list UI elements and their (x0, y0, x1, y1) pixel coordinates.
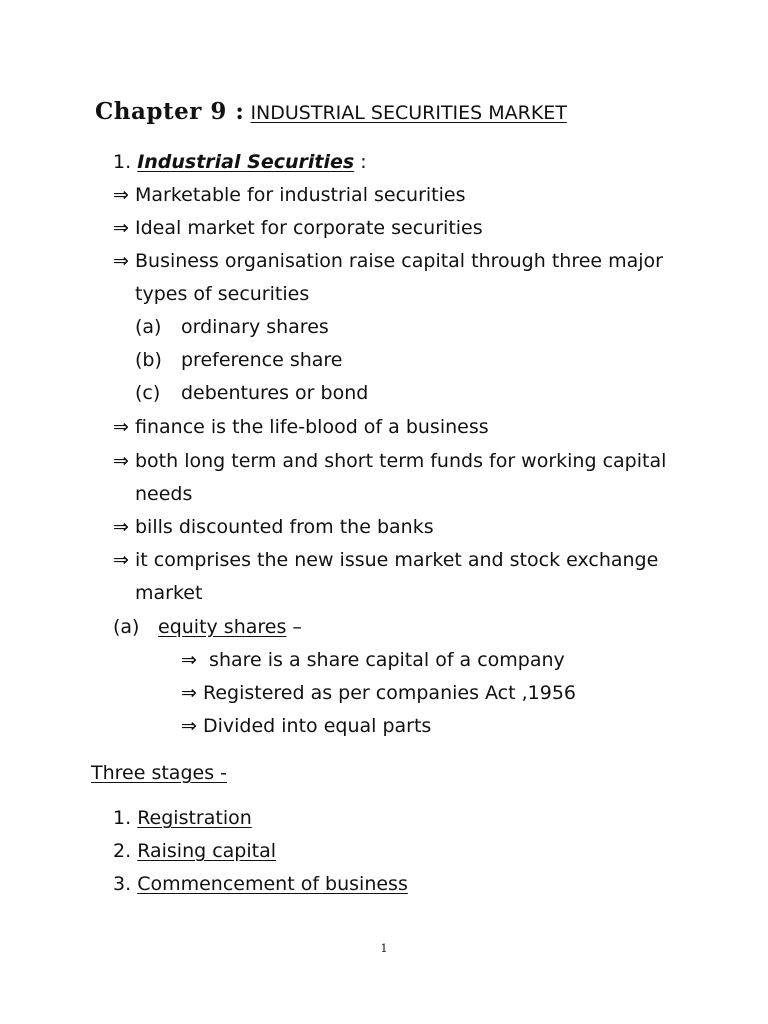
bullet-text: finance is the life-blood of a business (135, 416, 489, 438)
list-item (135, 315, 161, 339)
bullet-continuation: needs (135, 483, 193, 505)
stages-heading: Three stages - (91, 762, 227, 784)
implies-arrow-icon: ⇒ (113, 217, 129, 239)
list-item (135, 381, 160, 405)
implies-arrow-icon: ⇒ (181, 715, 197, 737)
stage-text: Raising capital (137, 840, 277, 862)
section-heading (113, 150, 367, 174)
list-item-text: ordinary shares (181, 316, 329, 338)
section-number: 1. (113, 151, 132, 173)
stage-item (113, 872, 408, 896)
bullet-continuation: types of securities (135, 283, 310, 305)
bullet-text: Business organisation raise capital through three major (135, 250, 663, 272)
list-label: (c) (135, 382, 161, 404)
stage-text: Registration (137, 807, 252, 829)
section-colon: : (360, 151, 367, 173)
list-label: (a) (135, 316, 162, 338)
bullet-text: both long term and short term funds for working capital (135, 450, 667, 472)
bullet-item (113, 183, 466, 207)
list-label: (b) (135, 349, 162, 371)
sub-bullet-text: share is a share capital of a company (203, 649, 565, 671)
implies-arrow-icon: ⇒ (113, 450, 129, 472)
stage-number: 2. (113, 840, 132, 862)
sub-bullet-item (181, 681, 576, 705)
bullet-text: Ideal market for corporate securities (135, 217, 483, 239)
stage-number: 1. (113, 807, 132, 829)
equity-title: equity shares (158, 616, 287, 638)
bullet-item (113, 216, 483, 240)
stage-item (113, 806, 252, 830)
bullet-text: Marketable for industrial securities (135, 184, 466, 206)
list-item (135, 348, 162, 372)
bullet-text: it comprises the new issue market and stock exchange (135, 549, 659, 571)
bullet-item (113, 449, 666, 473)
bullet-text: bills discounted from the banks (135, 516, 434, 538)
implies-arrow-icon: ⇒ (181, 649, 197, 671)
chapter-title: INDUSTRIAL SECURITIES MARKET (250, 102, 567, 124)
stage-text: Commencement of business (137, 873, 408, 895)
bullet-item (113, 249, 663, 273)
list-item-text: preference share (181, 349, 343, 371)
list-item-text: debentures or bond (181, 382, 369, 404)
bullet-item (113, 515, 434, 539)
implies-arrow-icon: ⇒ (181, 682, 197, 704)
page-number: 1 (380, 942, 388, 955)
sub-bullet-text: Divided into equal parts (203, 715, 432, 737)
implies-arrow-icon: ⇒ (113, 516, 129, 538)
implies-arrow-icon: ⇒ (113, 549, 129, 571)
equity-dash: – (292, 616, 302, 638)
implies-arrow-icon: ⇒ (113, 250, 129, 272)
bullet-item (113, 548, 658, 572)
sub-bullet-item (181, 714, 431, 738)
sub-bullet-text: Registered as per companies Act ,1956 (203, 682, 577, 704)
equity-label: (a) (113, 616, 140, 638)
bullet-continuation: market (135, 582, 203, 604)
chapter-label: Chapter 9 : (95, 98, 245, 125)
implies-arrow-icon: ⇒ (113, 184, 129, 206)
stage-item (113, 839, 276, 863)
equity-heading (158, 615, 302, 639)
section-title: Industrial Securities (137, 151, 355, 173)
sub-bullet-item (181, 648, 565, 672)
chapter-heading (95, 100, 567, 125)
bullet-item (113, 415, 489, 439)
implies-arrow-icon: ⇒ (113, 416, 129, 438)
stage-number: 3. (113, 873, 132, 895)
